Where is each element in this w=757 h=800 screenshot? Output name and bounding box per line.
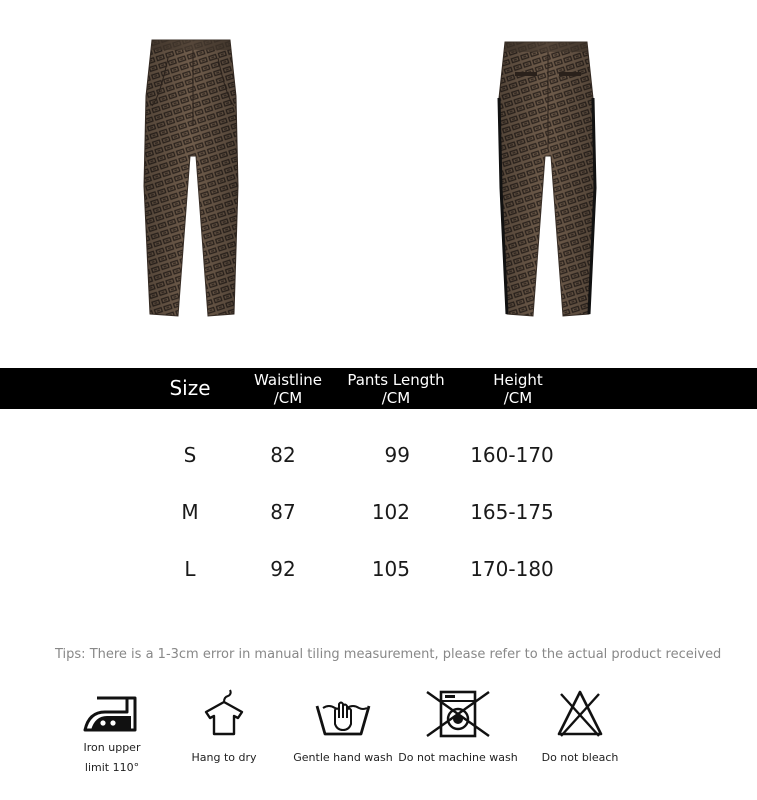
header-pants-length	[335, 371, 457, 407]
size-row-m	[0, 497, 757, 527]
care-no-machine-wash-label: Do not machine wash	[398, 751, 518, 764]
pants-front-image	[138, 36, 248, 320]
care-iron-label-line2: limit 110°	[84, 761, 140, 774]
cell-pants-length: 102	[371, 500, 410, 524]
cell-waistline: 87	[270, 500, 296, 524]
care-hand-wash	[290, 688, 396, 768]
header-waistline-unit: /CM	[273, 389, 303, 407]
header-size: Size	[169, 376, 211, 400]
care-no-bleach-label: Do not bleach	[541, 751, 619, 764]
header-pants-length-label: Pants Length	[347, 371, 445, 389]
care-iron	[72, 690, 152, 778]
cell-pants-length: 105	[371, 557, 410, 581]
header-pants-length-unit: /CM	[381, 389, 411, 407]
cell-height: 170-180	[470, 557, 554, 581]
care-hang-dry	[182, 688, 266, 768]
care-iron-label-line1: Iron upper	[83, 741, 141, 754]
cell-size: M	[181, 500, 199, 524]
size-table-header	[0, 368, 757, 409]
cell-height: 160-170	[470, 443, 554, 467]
header-waistline	[238, 371, 338, 407]
measurement-tips: Tips: There is a 1-3cm error in manual tiling measurement, please refer to the actual product received	[55, 647, 722, 662]
hanger-shirt-icon	[202, 688, 246, 740]
cell-height: 165-175	[470, 500, 554, 524]
care-hang-dry-label: Hang to dry	[191, 751, 257, 764]
cell-waistline: 92	[270, 557, 296, 581]
header-waistline-label: Waistline	[254, 371, 322, 389]
care-hand-wash-label: Gentle hand wash	[293, 751, 393, 764]
header-height-unit: /CM	[503, 389, 533, 407]
pants-back-image	[493, 38, 603, 320]
cell-pants-length: 99	[384, 443, 410, 467]
size-row-l	[0, 554, 757, 584]
care-no-bleach	[530, 688, 630, 768]
size-row-s	[0, 440, 757, 470]
no-bleach-icon	[555, 688, 605, 740]
hand-wash-icon	[313, 688, 373, 740]
cell-waistline: 82	[270, 443, 296, 467]
header-height	[468, 371, 568, 407]
header-height-label: Height	[493, 371, 543, 389]
cell-size: L	[184, 557, 196, 581]
cell-size: S	[183, 443, 197, 467]
care-no-machine-wash	[398, 688, 518, 768]
iron-icon	[81, 690, 143, 738]
no-machine-wash-icon	[423, 688, 493, 740]
